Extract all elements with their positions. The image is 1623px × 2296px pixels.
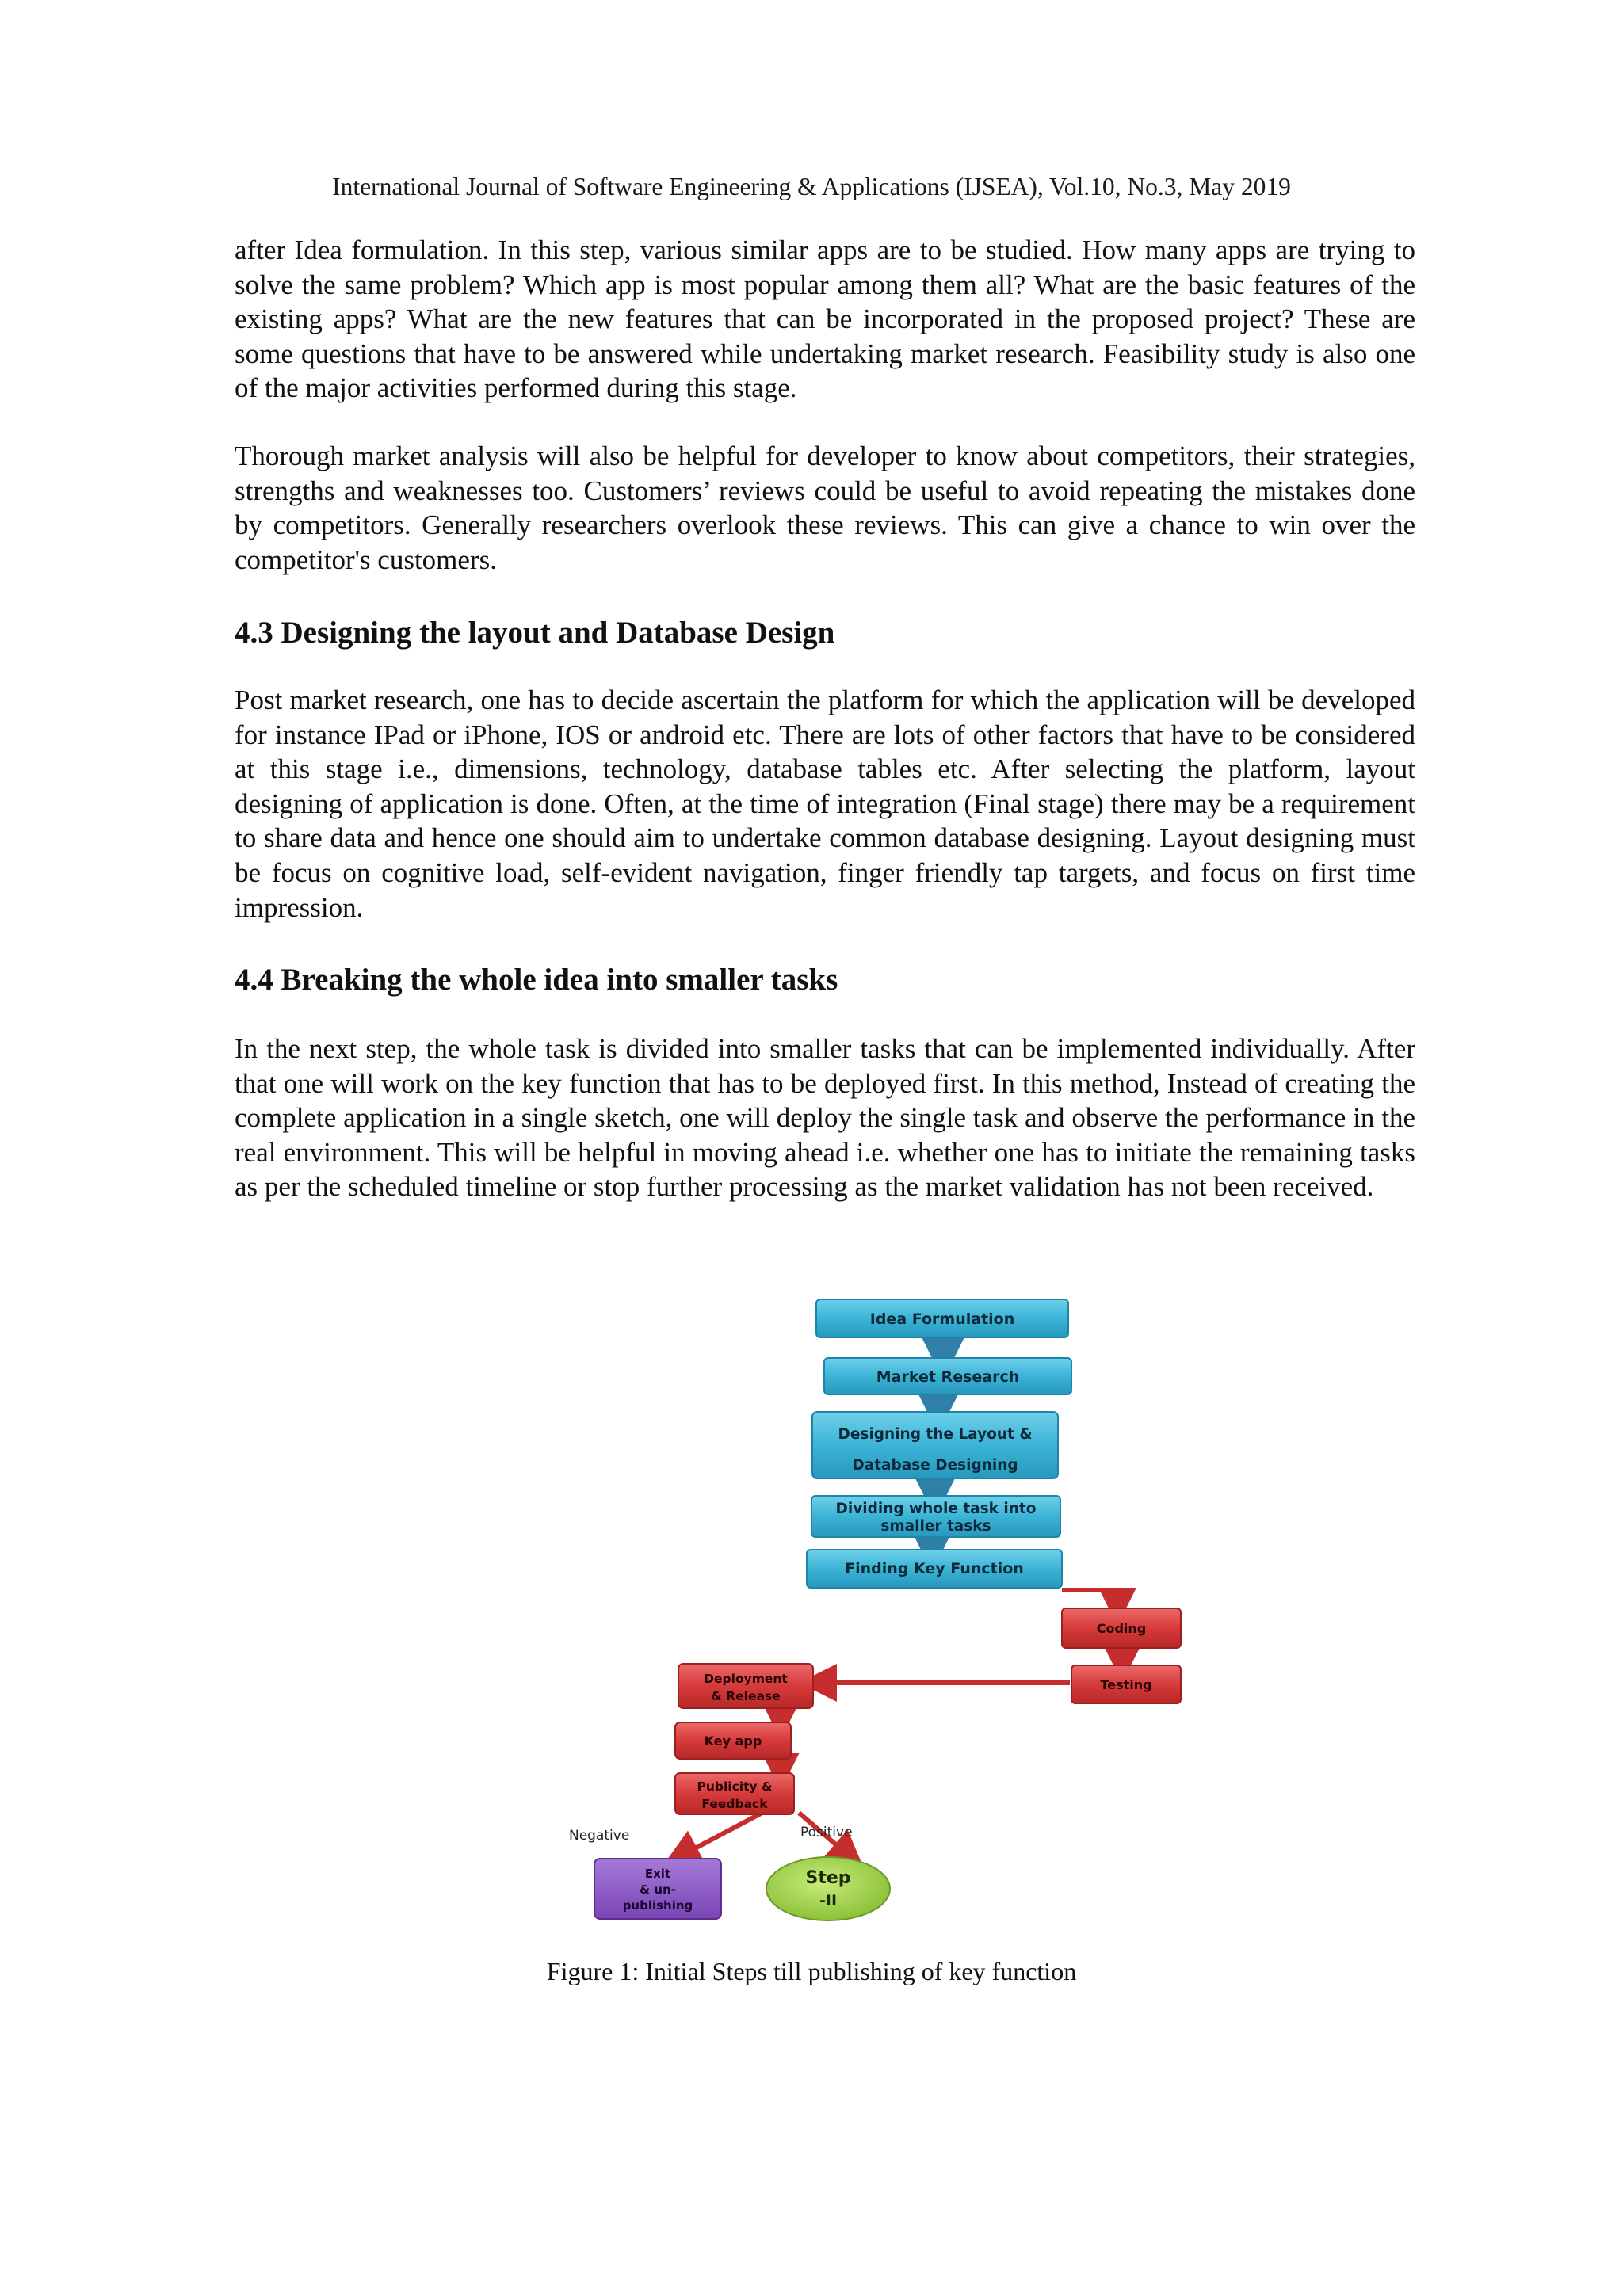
step-step-two: [766, 1857, 890, 1920]
svg-text:Step: Step: [805, 1868, 851, 1888]
svg-text:Designing the Layout &: Designing the Layout &: [838, 1426, 1033, 1443]
svg-text:Publicity &: Publicity &: [697, 1779, 773, 1794]
step-idea-formulation: [816, 1299, 1068, 1337]
svg-text:Deployment: Deployment: [704, 1672, 788, 1686]
paragraph-market-analysis: Thorough market analysis will also be helpful for developer to know about competitors, their strategies, strengths and weaknesses too. Customers’ reviews could be useful to avoid repeating the mistakes done by competitors. Generally researchers overlook these reviews. This can give a chance to win over the competitor's customers.: [235, 441, 1415, 575]
paragraph-smaller-tasks: In the next step, the whole task is divided into smaller tasks that can be implemented individually. After that one will work on the key function that has to be deployed first. In this method, Instead of creating the complete application in a single sketch, one will deploy the single task and observe the performance in the real environment. This will be helpful in moving ahead i.e. whether one has to initiate the remaining tasks as per the scheduled timeline or stop further processing as the market validation has not been received.: [235, 1033, 1415, 1203]
step-deployment-release: [678, 1664, 813, 1708]
svg-text:Idea Formulation: Idea Formulation: [869, 1310, 1015, 1328]
paragraph-market-research: after Idea formulation. In this step, various similar apps are to be studied. How many apps are trying to solve the same problem? Which app is most popular among them all? What are the basic features of the existing apps? What are the new features that can be incorporated in the proposed project? These are some questions that have to be answered while undertaking market research. Feasibility study is also one of the major activities performed during this stage.: [235, 235, 1415, 404]
svg-text:Market Research: Market Research: [876, 1368, 1020, 1386]
svg-text:Finding Key Function: Finding Key Function: [845, 1560, 1024, 1577]
step-testing: [1071, 1665, 1181, 1703]
svg-text:Testing: Testing: [1100, 1677, 1152, 1692]
step-coding: [1062, 1608, 1181, 1648]
step-market-research: [824, 1358, 1071, 1394]
section-heading-4-4: 4.4 Breaking the whole idea into smaller tasks: [235, 963, 838, 997]
step-publicity-feedback: [675, 1773, 794, 1814]
running-header: International Journal of Software Engineering & Applications (IJSEA), Vol.10, No.3, May 2019: [332, 173, 1291, 200]
step-finding-key-function: [807, 1550, 1062, 1588]
label-negative: Negative: [569, 1828, 630, 1844]
section-heading-4-3: 4.3 Designing the layout and Database Design: [235, 616, 835, 650]
step-exit-unpublishing: [594, 1859, 721, 1919]
svg-text:smaller tasks: smaller tasks: [880, 1518, 991, 1535]
svg-text:Coding: Coding: [1096, 1621, 1147, 1636]
svg-text:Feedback: Feedback: [701, 1797, 768, 1811]
svg-text:publishing: publishing: [622, 1898, 693, 1913]
step-designing-layout: [812, 1412, 1058, 1478]
svg-text:Database Designing: Database Designing: [852, 1457, 1018, 1474]
paragraph-layout-design: Post market research, one has to decide ascertain the platform for which the application will be developed for instance IPad or iPhone, IOS or android etc. There are lots of other factors that have to be considered at this stage i.e., dimensions, technology, database tables etc. After selecting the platform, layout designing of application is done. Often, at the time of integration (Final stage) there may be a requirement to share data and hence one should aim to undertake common database designing. Layout designing must be focus on cognitive load, self-evident navigation, finger friendly tap targets, and focus on first time impression.: [235, 685, 1415, 923]
figure-flowchart: [555, 1276, 1189, 1925]
svg-text:Exit: Exit: [644, 1867, 671, 1881]
svg-text:Key app: Key app: [704, 1733, 762, 1749]
svg-text:& un-: & un-: [640, 1882, 676, 1897]
figure-caption: Figure 1: Initial Steps till publishing of key function: [546, 1957, 1077, 1985]
svg-text:-II: -II: [819, 1892, 838, 1909]
svg-text:& Release: & Release: [711, 1689, 781, 1703]
svg-text:Dividing whole task into: Dividing whole task into: [835, 1501, 1037, 1517]
step-key-app: [675, 1722, 791, 1759]
step-dividing-tasks: [812, 1496, 1060, 1537]
label-positive: Positive: [800, 1825, 853, 1840]
